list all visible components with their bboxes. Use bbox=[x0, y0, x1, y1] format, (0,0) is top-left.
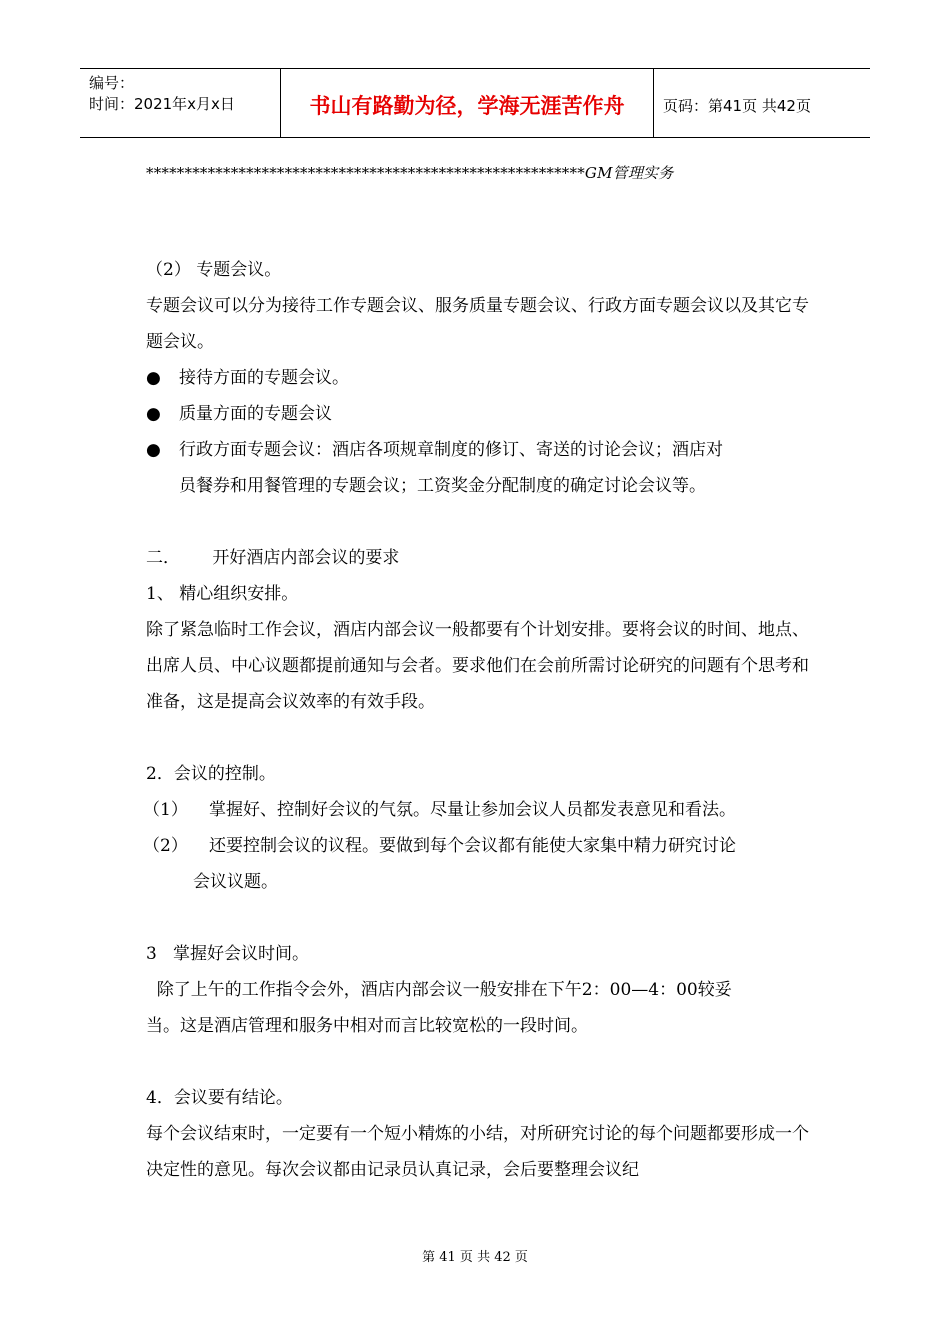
bullet-icon: ● bbox=[146, 404, 161, 424]
date-label: 时间：2021年x月x日 bbox=[89, 95, 235, 113]
list-item-continuation: 员餐券和用餐管理的专题会议；工资奖金分配制度的确定讨论会议等。 bbox=[179, 476, 706, 496]
subsection-title: 3 掌握好会议时间。 bbox=[146, 944, 310, 964]
paragraph: 每个会议结束时，一定要有一个短小精炼的小结，对所研究讨论的每个问题都要形成一个决定性的意见。每次会议都由记录员认真记录，会后要整理会议纪 bbox=[146, 1124, 809, 1180]
header-motto: 书山有路勤为径，学海无涯苦作舟 bbox=[281, 69, 654, 137]
section-title: （2） 专题会议。 bbox=[146, 260, 282, 280]
list-item: ● 行政方面专题会议：酒店各项规章制度的修订、寄送的讨论会议；酒店对 bbox=[146, 432, 816, 468]
paragraph: 专题会议可以分为接待工作专题会议、服务质量专题会议、行政方面专题会议以及其它专题会议。 bbox=[146, 296, 809, 352]
subsection-title: 4．会议要有结论。 bbox=[146, 1088, 293, 1108]
paragraph: 除了紧急临时工作会议，酒店内部会议一般都要有个计划安排。要将会议的时间、地点、出席人员、中心议题都提前通知与会者。要求他们在会前所需讨论研究的问题有个思考和准备，这是提高会议效率的有效手段。 bbox=[146, 620, 809, 712]
paragraph: 除了上午的工作指令会外，酒店内部会议一般安排在下午2：00—4：00较妥 bbox=[146, 980, 732, 1000]
header-page-info: 页码：第41页 共42页 bbox=[663, 96, 811, 115]
subsection-title: 2．会议的控制。 bbox=[146, 764, 276, 784]
subsection-title: 1、 精心组织安排。 bbox=[146, 584, 299, 604]
header-meta bbox=[80, 69, 281, 137]
paragraph: 当。这是酒店管理和服务中相对而言比较宽松的一段时间。 bbox=[146, 1016, 588, 1036]
page-footer: 第 41 页 共 42 页 bbox=[422, 1250, 528, 1265]
list-item: ● 接待方面的专题会议。 bbox=[146, 360, 816, 396]
document-body bbox=[143, 252, 816, 1188]
bullet-icon: ● bbox=[146, 368, 161, 388]
section-heading: 二． 开好酒店内部会议的要求 bbox=[146, 548, 400, 568]
bullet-icon: ● bbox=[146, 440, 161, 460]
list-item: ● 质量方面的专题会议 bbox=[146, 396, 816, 432]
numbered-item-continuation: 会议议题。 bbox=[193, 872, 278, 892]
serial-label: 编号： bbox=[89, 74, 135, 92]
header-table bbox=[80, 68, 870, 138]
banner-line: *********************************************************GM管理实务 bbox=[146, 164, 674, 182]
numbered-item: （1） 掌握好、控制好会议的气氛。尽量让参加会议人员都发表意见和看法。 bbox=[143, 800, 736, 820]
numbered-item: （2） 还要控制会议的议程。要做到每个会议都有能使大家集中精力研究讨论 bbox=[143, 836, 736, 856]
